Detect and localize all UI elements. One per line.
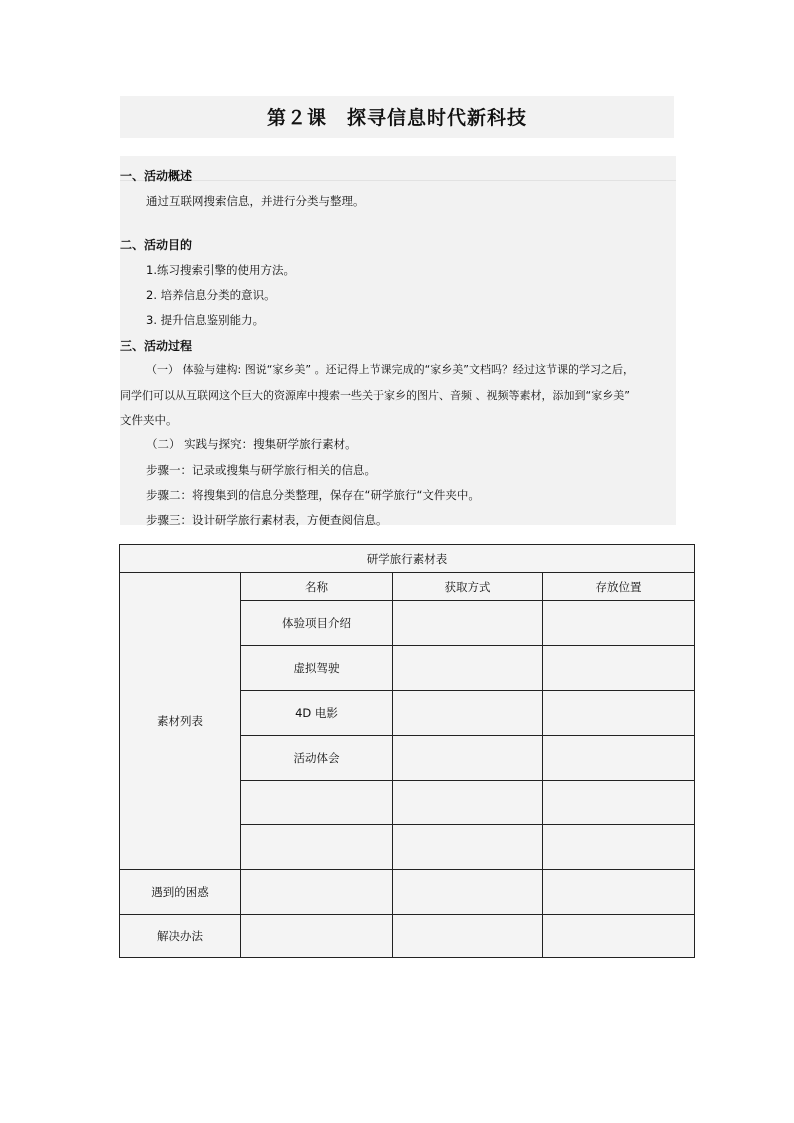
- material-table: [119, 544, 695, 958]
- location-cell[interactable]: [543, 646, 695, 691]
- item-name-cell: 体验项目介绍: [241, 601, 393, 646]
- process-step: 步骤一：记录或搜集与研学旅行相关的信息。: [146, 463, 376, 477]
- goal-item: 3. 提升信息鉴别能力。: [146, 313, 265, 327]
- method-cell[interactable]: [393, 691, 543, 736]
- confusion-label: 遇到的困惑: [120, 870, 241, 915]
- location-cell[interactable]: [543, 781, 695, 825]
- overview-heading: 一、活动概述: [120, 169, 193, 183]
- goal-item: 1.练习搜索引擎的使用方法。: [146, 263, 295, 277]
- process-heading: 三、活动过程: [120, 339, 193, 353]
- location-cell[interactable]: [543, 825, 695, 870]
- item-name-cell[interactable]: [241, 825, 393, 870]
- process-step: 步骤二：将搜集到的信息分类整理，保存在“研学旅行“文件夹中。: [146, 488, 480, 502]
- solution-cell[interactable]: [393, 915, 543, 958]
- group-label: 素材列表: [120, 573, 241, 870]
- location-cell[interactable]: [543, 736, 695, 781]
- solution-cell[interactable]: [241, 915, 393, 958]
- column-header: 获取方式: [393, 573, 543, 601]
- method-cell[interactable]: [393, 781, 543, 825]
- column-header: 名称: [241, 573, 393, 601]
- confusion-cell[interactable]: [393, 870, 543, 915]
- method-cell[interactable]: [393, 736, 543, 781]
- table-caption: 研学旅行素材表: [120, 545, 695, 573]
- column-header: 存放位置: [543, 573, 695, 601]
- item-name-cell: 虚拟驾驶: [241, 646, 393, 691]
- goals-heading: 二、活动目的: [120, 238, 193, 252]
- process-step: 步骤三：设计研学旅行素材表，方便查阅信息。: [146, 513, 388, 527]
- location-cell[interactable]: [543, 601, 695, 646]
- item-name-cell: 活动体会: [241, 736, 393, 781]
- divider: [120, 180, 676, 181]
- process-line: 文件夹中。: [120, 413, 178, 427]
- page-title: 第２课 探寻信息时代新科技: [120, 96, 674, 138]
- method-cell[interactable]: [393, 825, 543, 870]
- goal-item: 2. 培养信息分类的意识。: [146, 288, 276, 302]
- item-name-cell: 4D 电影: [241, 691, 393, 736]
- confusion-cell[interactable]: [241, 870, 393, 915]
- process-line: （二） 实践与探究：搜集研学旅行素材。: [146, 437, 357, 451]
- item-name-cell[interactable]: [241, 781, 393, 825]
- solution-label: 解决办法: [120, 915, 241, 958]
- process-line: （一） 体验与建构: 图说“家乡美” 。还记得上节课完成的“家乡美”文档吗？经过这节课的学习之后，: [146, 363, 634, 376]
- process-line: 同学们可以从互联网这个巨大的资源库中搜索一些关于家乡的图片、音频 、视频等素材，添加到“家乡美”: [120, 389, 630, 402]
- confusion-cell[interactable]: [543, 870, 695, 915]
- method-cell[interactable]: [393, 601, 543, 646]
- solution-cell[interactable]: [543, 915, 695, 958]
- overview-text: 通过互联网搜索信息，并进行分类与整理。: [146, 194, 365, 208]
- method-cell[interactable]: [393, 646, 543, 691]
- location-cell[interactable]: [543, 691, 695, 736]
